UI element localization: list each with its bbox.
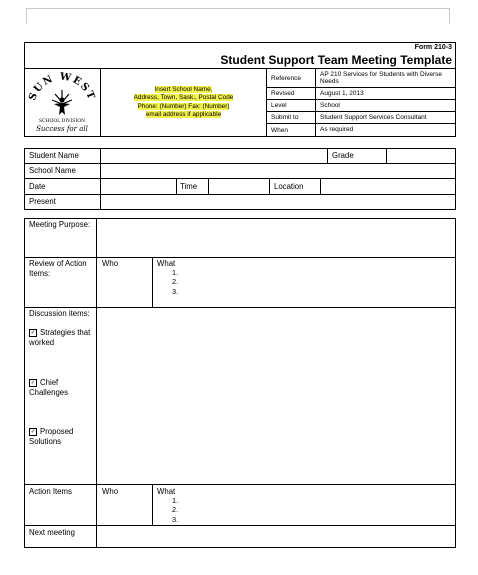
meta-value: School	[320, 101, 340, 109]
grade-field[interactable]	[387, 149, 455, 163]
meta-label: Submit to	[271, 114, 299, 121]
proposed-solutions-label: Proposed Solutions	[29, 427, 74, 446]
chief-challenges-label: Chief Challenges	[29, 378, 69, 397]
logo-motto: Success for all	[36, 125, 88, 133]
address-line-2: Address, Town, Sask., Postal Code	[133, 94, 234, 102]
meta-value: AP 210 Services for Students with Diverse Needs	[320, 70, 442, 85]
student-name-label: Student Name	[29, 151, 79, 160]
action-who-label: Who	[102, 487, 119, 496]
time-field[interactable]	[209, 179, 269, 194]
list-item: 1.	[172, 496, 179, 505]
meta-value: Student Support Services Consultant	[320, 113, 427, 121]
meta-row-level	[267, 100, 456, 112]
date-field[interactable]	[101, 179, 176, 194]
page-top-edge	[26, 8, 450, 24]
list-item: 2.	[172, 505, 179, 515]
page-title: Student Support Team Meeting Template	[220, 53, 452, 67]
review-action-items-label: Review of Action Items:	[29, 259, 87, 278]
location-field[interactable]	[321, 179, 455, 194]
meta-label: Reference	[271, 74, 301, 82]
chief-challenges-item	[29, 378, 93, 397]
meeting-purpose-field[interactable]	[97, 219, 455, 257]
logo-division: SCHOOL DIVISION	[38, 119, 86, 124]
list-item: 3.	[172, 286, 179, 296]
school-name-label: School Name	[29, 166, 76, 175]
address-line-4: email address if applicable	[145, 110, 222, 118]
list-item: 2.	[172, 277, 179, 287]
school-name-field[interactable]	[101, 164, 455, 178]
sun-west-logo-icon	[24, 68, 100, 137]
check-icon: ✓	[30, 380, 36, 386]
next-meeting-field[interactable]	[97, 526, 455, 547]
action-items-label: Action Items	[29, 487, 72, 496]
school-logo	[24, 68, 101, 137]
action-what-label: What	[157, 487, 176, 496]
meeting-purpose-label: Meeting Purpose:	[29, 220, 91, 229]
meta-row-revised	[267, 88, 456, 100]
list-item: 1.	[172, 268, 179, 277]
date-label: Date	[29, 182, 46, 191]
proposed-solutions-item	[29, 427, 93, 446]
meta-value: August 1, 2013	[320, 89, 364, 97]
meta-row-submit-to	[267, 112, 456, 124]
meta-value: As required	[320, 126, 354, 134]
location-label: Location	[274, 182, 304, 191]
review-what-label: What	[157, 259, 176, 268]
discussion-field[interactable]	[97, 308, 455, 484]
address-line-1: Insert School Name,	[154, 86, 213, 94]
meta-label: When	[271, 126, 288, 134]
form-number: Form 210-3	[414, 44, 452, 51]
action-what-list[interactable]	[172, 496, 178, 524]
strategies-label: Strategies that worked	[29, 328, 91, 347]
meta-label: Revised	[271, 90, 295, 97]
discussion-items-label: Discussion items:	[29, 309, 90, 318]
grade-label: Grade	[332, 151, 354, 160]
meta-label: Level	[271, 102, 287, 109]
meta-row-reference	[267, 69, 456, 88]
present-label: Present	[29, 197, 56, 206]
address-line-3: Phone: (Number) Fax: (Number)	[137, 102, 230, 110]
review-who-field[interactable]	[97, 269, 152, 307]
meta-row-when	[267, 124, 456, 136]
review-what-list[interactable]	[172, 268, 178, 296]
review-who-label: Who	[102, 259, 119, 268]
time-label: Time	[180, 182, 198, 191]
list-item: 3.	[172, 514, 179, 524]
next-meeting-label: Next meeting	[29, 528, 75, 537]
student-name-field[interactable]	[101, 149, 327, 163]
present-field[interactable]	[101, 195, 455, 210]
check-icon: ✓	[30, 429, 36, 435]
logo-name: SUN WEST	[27, 71, 97, 103]
school-address-block	[101, 68, 267, 137]
action-who-field[interactable]	[97, 497, 152, 525]
strategies-item	[29, 328, 93, 347]
check-icon: ✓	[30, 330, 36, 336]
